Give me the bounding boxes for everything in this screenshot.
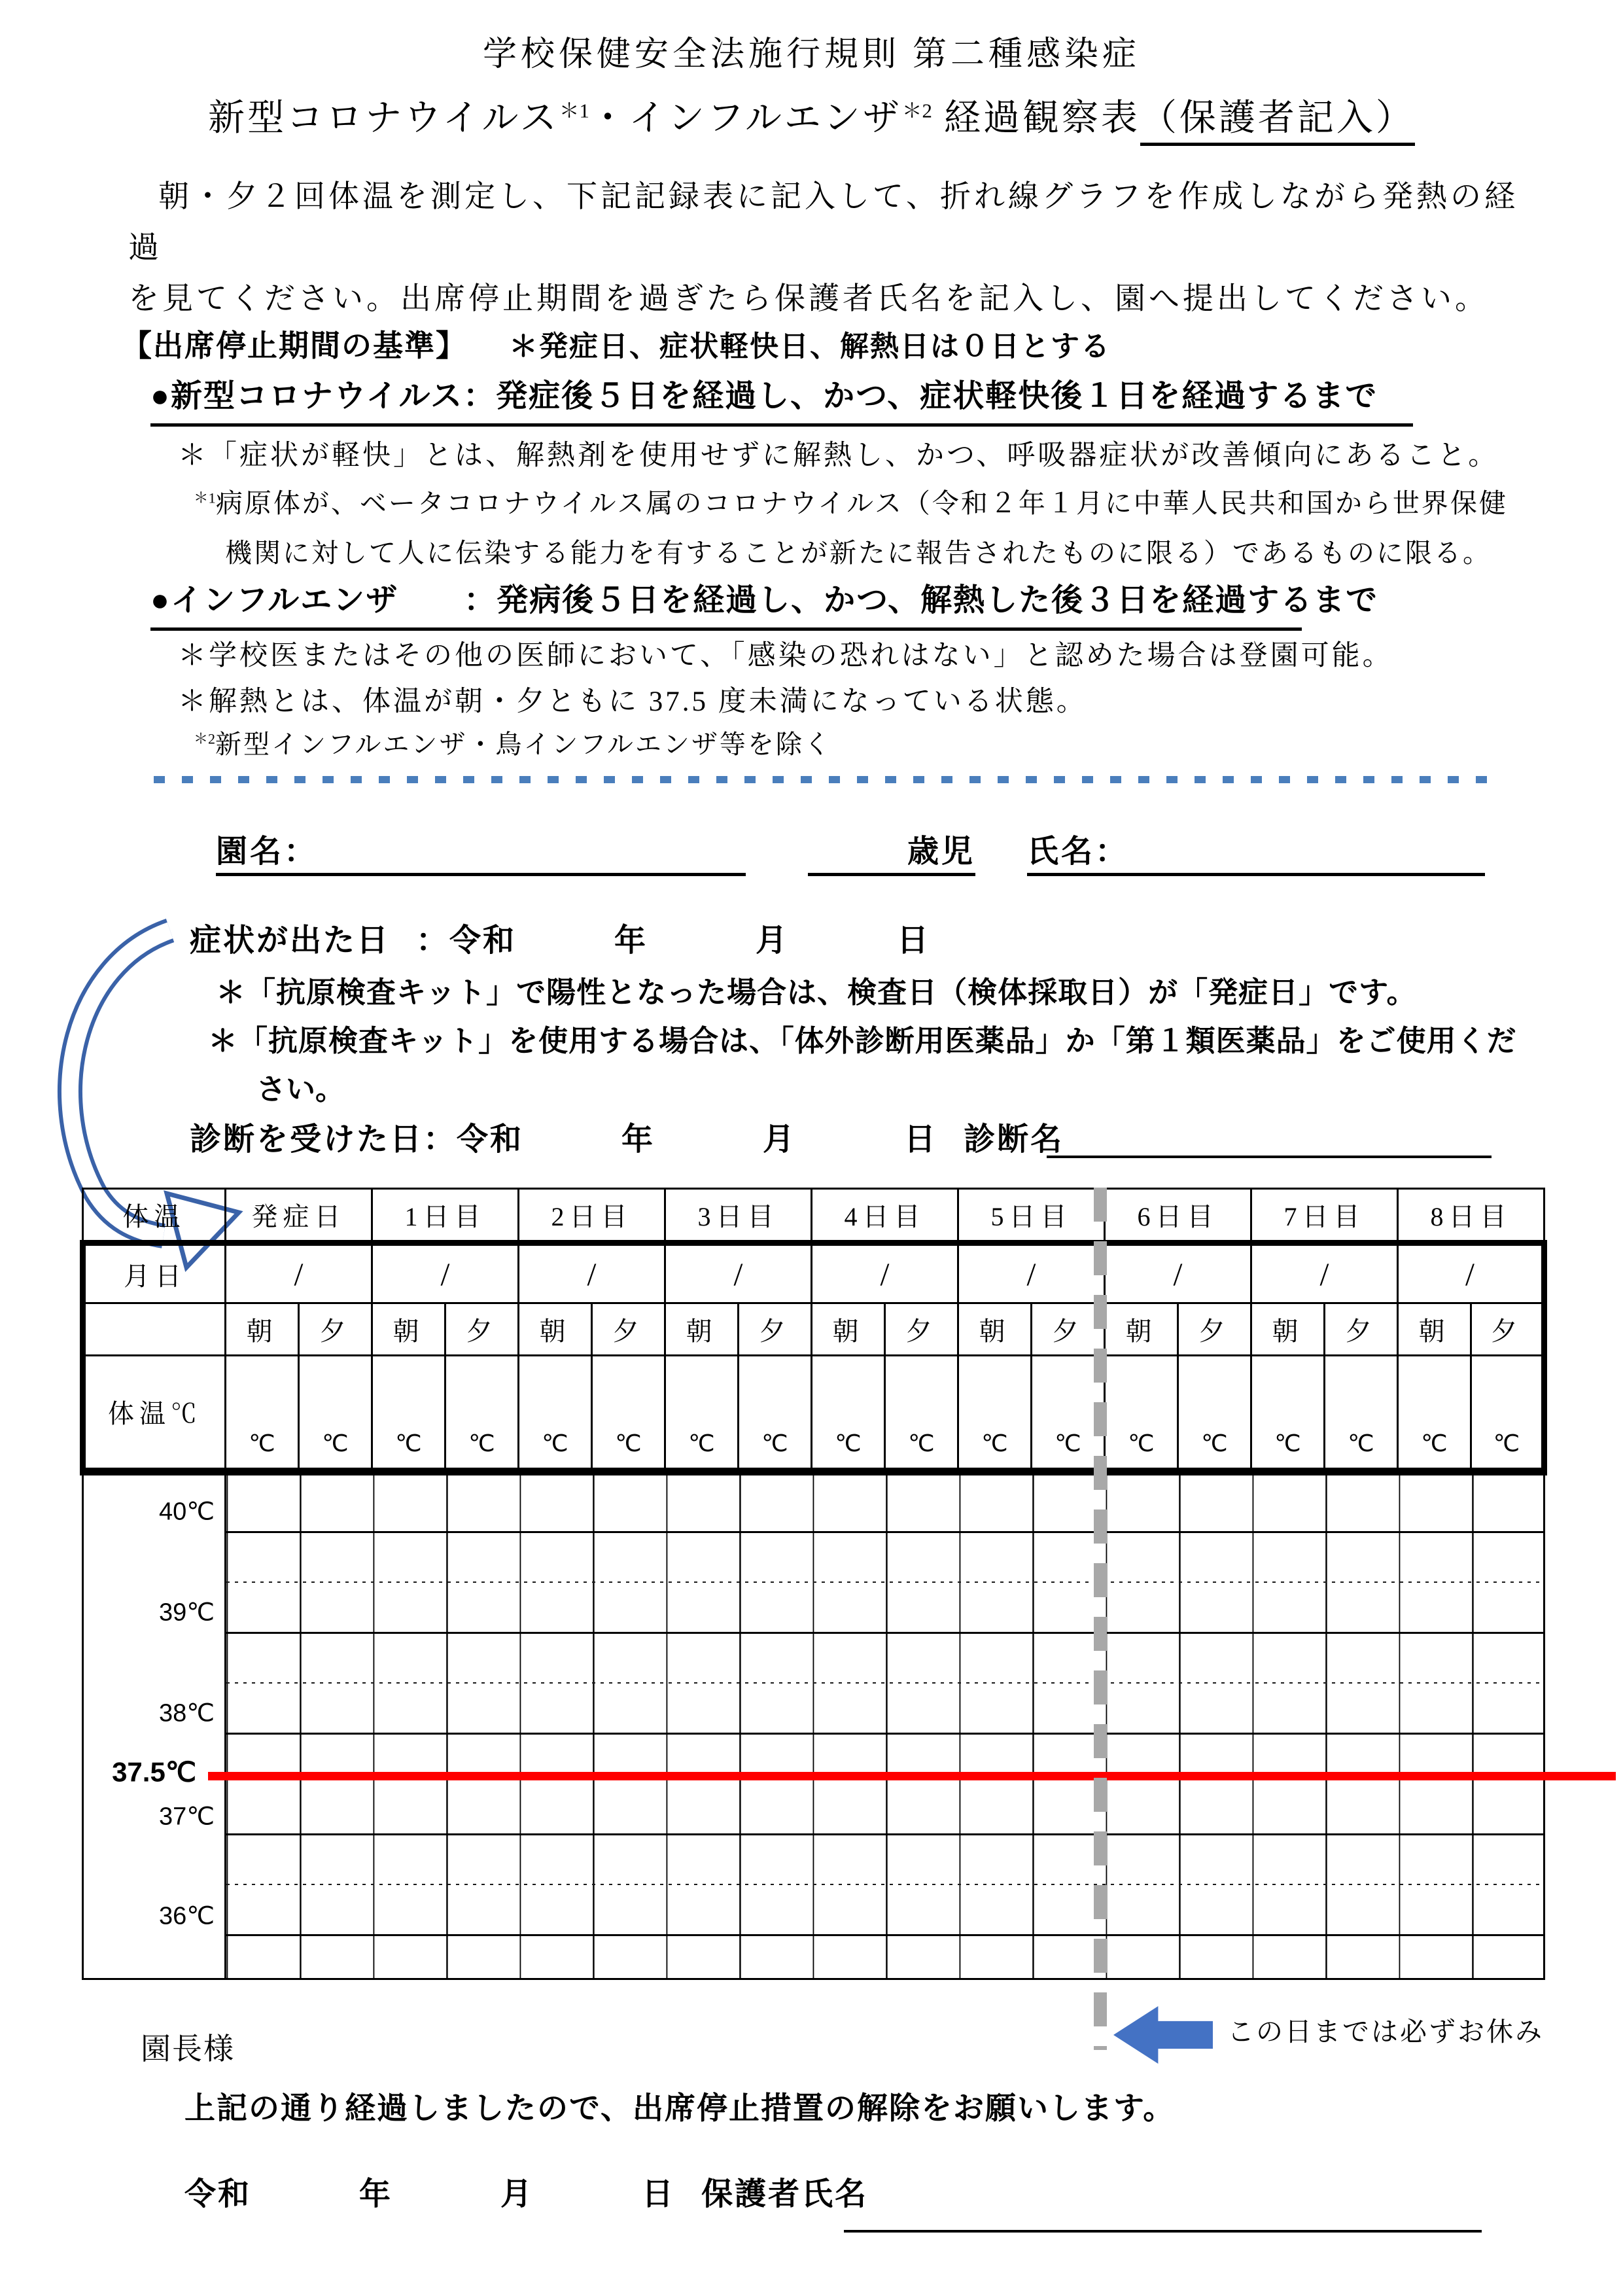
evening-cell: 夕: [1032, 1303, 1105, 1356]
temp-value-cell[interactable]: ℃: [1398, 1356, 1471, 1472]
temp-value-cell[interactable]: ℃: [1178, 1356, 1251, 1472]
chart-row: [83, 1472, 1544, 1979]
ampm-row: [83, 1303, 1544, 1356]
flu-note-1: ＊学校医またはその他の医師において、「感染の恐れはない」と認めた場合は登園可能。: [178, 641, 1393, 671]
chart-grid[interactable]: [226, 1472, 1544, 1979]
gridline-39_5: [226, 1581, 1543, 1583]
covid-note-2: $^{*1}$病原体が、ベータコロナウイルス属のコロナウイルス（令和２年１月に中華人民共和国から世界保健: [194, 488, 1508, 518]
child-name-field[interactable]: [1027, 826, 1485, 876]
subtitle-text: 新型コロナウイルス: [208, 98, 559, 139]
covid-note-2-line2: 機関に対して人に伝染する能力を有することが新たに報告されたものに限る）であるものに限る。: [225, 538, 1492, 568]
temp-value-cell[interactable]: ℃: [885, 1356, 958, 1472]
day-header-cell: 7日目: [1251, 1189, 1398, 1243]
date-cell[interactable]: /: [372, 1243, 519, 1303]
flu-note-3: $^{*2}$新型インフルエンザ・鳥インフルエンザ等を除く: [194, 730, 832, 759]
gridline-40: [226, 1531, 1543, 1533]
morning-cell: 朝: [1398, 1303, 1471, 1356]
guardian-signature-field[interactable]: [844, 2230, 1482, 2233]
gridline-36_5: [226, 1884, 1543, 1885]
diagnosis-name-label: 診断名: [964, 1122, 1064, 1157]
page-title: 学校保健安全法施行規則 第二種感染症: [482, 36, 1140, 73]
date-cell[interactable]: /: [226, 1243, 372, 1303]
morning-cell: 朝: [665, 1303, 739, 1356]
garden-name-field[interactable]: [216, 826, 746, 876]
temp-value-cell[interactable]: ℃: [958, 1356, 1032, 1472]
criteria-heading-note: ＊発症日、症状軽快日、解熱日は０日とする: [509, 330, 1111, 362]
rest-note: この日までは必ずお休み: [1227, 2017, 1544, 2047]
morning-cell: 朝: [958, 1303, 1032, 1356]
gridline-37: [226, 1833, 1543, 1835]
day-label: 日: [642, 2177, 676, 2212]
intro-paragraph: [128, 171, 1522, 325]
temp-value-cell[interactable]: ℃: [445, 1356, 519, 1472]
evening-cell: 夕: [885, 1303, 958, 1356]
age-field[interactable]: [808, 826, 975, 876]
date-row: [83, 1243, 1544, 1303]
temp-value-cell[interactable]: ℃: [1105, 1356, 1178, 1472]
ampm-row-label: [83, 1303, 226, 1356]
month-label: 月: [763, 1122, 797, 1157]
day-header-cell: 3日目: [665, 1189, 812, 1243]
year-label: 年: [614, 923, 648, 958]
day-header-cell: 5日目: [958, 1189, 1105, 1243]
day-header-cell: 8日目: [1398, 1189, 1544, 1243]
date-cell[interactable]: /: [958, 1243, 1105, 1303]
gridline-39: [226, 1632, 1543, 1634]
flu-note-2: ＊解熱とは、体温が朝・夕ともに 37.5 度未満になっている状態。: [178, 686, 1087, 717]
y-label-40: 40℃: [159, 1498, 215, 1526]
page-subtitle: 新型コロナウイルス$^{*1}$・インフルエンザ$^{*2}$ 経過観察表（保護者記入）: [0, 89, 1623, 141]
antigen-kit-note-2: ＊「抗原検査キット」を使用する場合は、「体外診断用医薬品」か「第１類医薬品」をご使用くだ: [208, 1024, 1517, 1057]
age-label: 歳児: [907, 834, 975, 869]
guardian-name-label: 保護者氏名: [701, 2177, 869, 2212]
day-header-cell: 4日目: [812, 1189, 958, 1243]
temperature-record-table: [80, 1188, 1547, 1980]
intro-line-1: 朝・夕２回体温を測定し、下記記録表に記入して、折れ線グラフを作成しながら発熱の経過: [128, 180, 1519, 265]
date-row-label: 月日: [83, 1243, 226, 1303]
y-label-36: 36℃: [159, 1902, 215, 1930]
y-label-37_5: 37.5℃: [112, 1756, 196, 1788]
month-label: 月: [500, 2177, 534, 2212]
antigen-kit-note-1: ＊「抗原検査キット」で陽性となった場合は、検査日（検体採取日）が「発症日」です。: [216, 976, 1417, 1009]
criteria-heading: 【出席停止期間の基準】 ＊発症日、症状軽快日、解熱日は０日とする: [122, 328, 1111, 362]
y-label-38: 38℃: [159, 1699, 215, 1727]
diagnosis-date-line: [190, 1114, 1064, 1159]
era-label: 令和: [184, 2177, 252, 2212]
garden-name-label: 園名：: [216, 834, 319, 869]
principal-label: 園長様: [141, 2032, 235, 2066]
evening-cell: 夕: [299, 1303, 372, 1356]
y-label-39: 39℃: [159, 1598, 215, 1627]
evening-cell: 夕: [1325, 1303, 1398, 1356]
temp-value-cell[interactable]: ℃: [592, 1356, 665, 1472]
day-header-cell: 1日目: [372, 1189, 519, 1243]
diagnosis-name-field[interactable]: [1047, 1114, 1492, 1158]
release-request: 上記の通り経過しましたので、出席停止措置の解除をお願いします。: [184, 2091, 1176, 2125]
morning-cell: 朝: [1251, 1303, 1325, 1356]
date-cell[interactable]: /: [665, 1243, 812, 1303]
gridline-36: [226, 1934, 1543, 1936]
temp-value-cell[interactable]: ℃: [372, 1356, 445, 1472]
temperature-entry-row: [83, 1356, 1544, 1472]
footnote-marker-2: ＊2: [901, 99, 932, 122]
date-cell[interactable]: /: [1105, 1243, 1251, 1303]
morning-cell: 朝: [812, 1303, 885, 1356]
evening-cell: 夕: [445, 1303, 519, 1356]
rest-until-divider: [1094, 1188, 1107, 2050]
onset-era-label: ：令和: [416, 923, 517, 958]
child-name-label: 氏名：: [1027, 834, 1130, 869]
month-label: 月: [756, 923, 790, 958]
morning-cell: 朝: [226, 1303, 299, 1356]
temp-value-cell[interactable]: ℃: [1471, 1356, 1544, 1472]
flu-rule: ●インフルエンザ ：発病後５日を経過し、かつ、解熱した後３日を経過するまで: [150, 574, 1302, 631]
temp-value-cell[interactable]: ℃: [1032, 1356, 1105, 1472]
year-label: 年: [621, 1122, 655, 1157]
covid-rule: ●新型コロナウイルス：発症後５日を経過し、かつ、症状軽快後１日を経過するまで: [150, 370, 1413, 427]
temp-value-cell[interactable]: ℃: [299, 1356, 372, 1472]
morning-cell: 朝: [1105, 1303, 1178, 1356]
evening-cell: 夕: [592, 1303, 665, 1356]
covid-note-1: ＊「症状が軽快」とは、解熱剤を使用せずに解熱し、かつ、呼吸器症状が改善傾向にあること。: [178, 440, 1499, 471]
temp-value-cell[interactable]: ℃: [812, 1356, 885, 1472]
onset-date-line: [190, 915, 930, 960]
date-cell[interactable]: /: [1398, 1243, 1544, 1303]
temp-value-cell[interactable]: ℃: [665, 1356, 739, 1472]
diagnosis-label: 診断を受けた日：令和: [190, 1122, 524, 1157]
temp-value-cell[interactable]: ℃: [1325, 1356, 1398, 1472]
temp-value-cell[interactable]: ℃: [739, 1356, 812, 1472]
day-header-cell: 発症日: [226, 1189, 372, 1243]
day-header-cell: 6日目: [1105, 1189, 1251, 1243]
left-arrow-icon: [1113, 2006, 1213, 2064]
evening-cell: 夕: [1471, 1303, 1544, 1356]
date-cell[interactable]: /: [812, 1243, 958, 1303]
evening-cell: 夕: [739, 1303, 812, 1356]
y-label-37: 37℃: [159, 1803, 215, 1831]
temp-header-cell: 体温: [83, 1189, 226, 1243]
date-cell[interactable]: /: [519, 1243, 665, 1303]
year-label: 年: [359, 2177, 393, 2212]
intro-line-2: を見てください。出席停止期間を過ぎたら保護者氏名を記入し、園へ提出してください。: [128, 282, 1489, 316]
day-label: 日: [897, 923, 931, 958]
gridline-38_5: [226, 1682, 1543, 1684]
morning-cell: 朝: [372, 1303, 445, 1356]
footnote-marker-1: ＊1: [559, 99, 589, 122]
fever-threshold-line: [208, 1772, 1616, 1780]
day-header-cell: 2日目: [519, 1189, 665, 1243]
temp-value-cell[interactable]: ℃: [1251, 1356, 1325, 1472]
temp-value-cell[interactable]: ℃: [226, 1356, 299, 1472]
subtitle-guardian-entry: （保護者記入）: [1140, 98, 1415, 146]
gridline-38: [226, 1733, 1543, 1735]
header-row: [83, 1189, 1544, 1243]
dashed-separator: [154, 776, 1492, 783]
temp-value-cell[interactable]: ℃: [519, 1356, 592, 1472]
day-label: 日: [904, 1122, 938, 1157]
signature-date-line: [184, 2168, 868, 2214]
morning-cell: 朝: [519, 1303, 592, 1356]
onset-label: 症状が出た日: [190, 923, 391, 958]
date-cell[interactable]: /: [1251, 1243, 1398, 1303]
temp-row-label: 体温℃: [83, 1356, 226, 1472]
antigen-kit-note-2-cont: さい。: [256, 1072, 345, 1106]
evening-cell: 夕: [1178, 1303, 1251, 1356]
